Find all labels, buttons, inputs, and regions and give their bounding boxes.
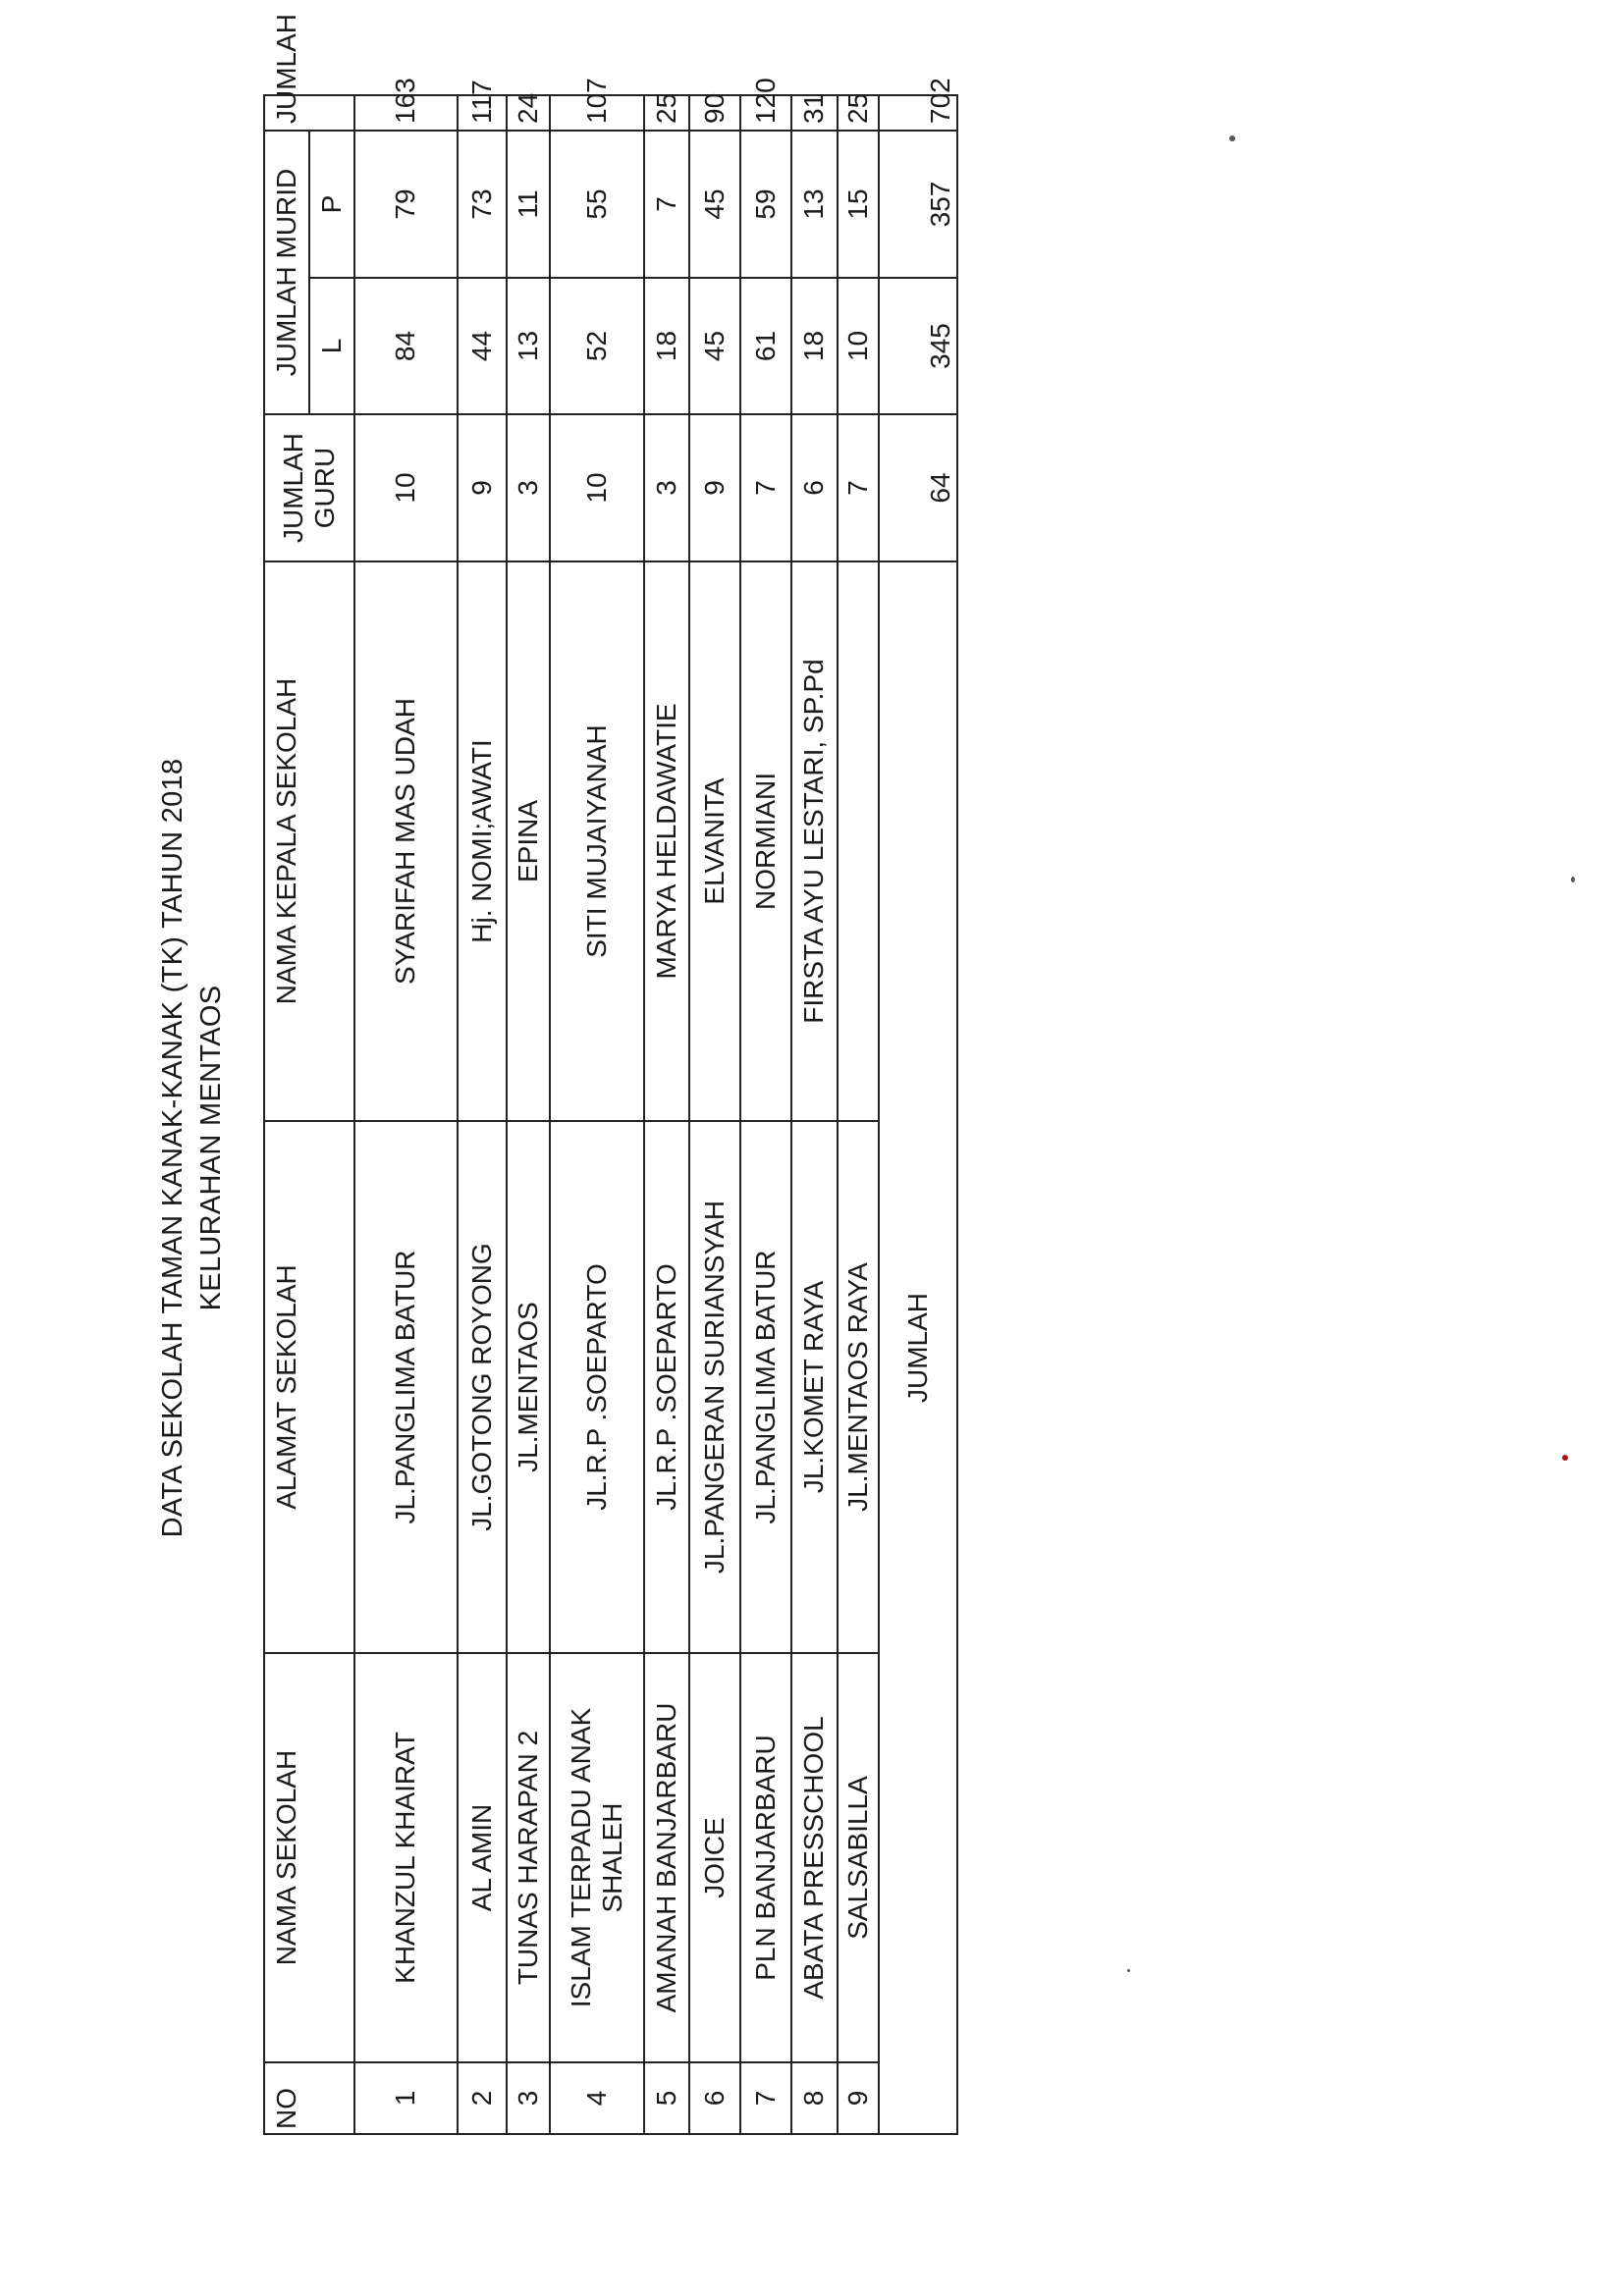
header-jumlah-murid: JUMLAH MURID — [264, 131, 309, 414]
header-nama-sekolah: NAMA SEKOLAH — [264, 1653, 354, 2062]
cell-kepala: NORMIANI — [740, 561, 791, 1121]
cell-kepala: SITI MUJAIYANAH — [550, 561, 644, 1121]
cell-l: 18 — [791, 278, 838, 414]
cell-nama-sekolah: ISLAM TERPADU ANAK SHALEH — [550, 1653, 644, 2062]
header-jumlah-guru: JUMLAH GURU — [264, 414, 354, 561]
cell-jumlah: 90 — [689, 95, 740, 131]
cell-no: 2 — [458, 2062, 507, 2134]
table-row — [838, 95, 879, 2134]
document-title: DATA SEKOLAH TAMAN KANAK-KANAK (TK) TAHUN 2018 — [157, 758, 189, 1538]
cell-guru: 7 — [740, 414, 791, 561]
header-l: L — [309, 278, 354, 414]
scan-speck — [1127, 1969, 1130, 1972]
cell-nama-sekolah: ABATA PRESSCHOOL — [791, 1653, 838, 2062]
cell-jumlah: 24 — [507, 95, 550, 131]
scan-speck — [1562, 1455, 1568, 1461]
cell-nama-sekolah: PLN BANJARBARU — [740, 1653, 791, 2062]
cell-kepala: SYARIFAH MAS UDAH — [354, 561, 458, 1121]
cell-p: 45 — [689, 131, 740, 278]
cell-p: 79 — [354, 131, 458, 278]
cell-jumlah: 107 — [550, 95, 644, 131]
cell-l: 61 — [740, 278, 791, 414]
cell-no: 8 — [791, 2062, 838, 2134]
cell-nama-sekolah: KHANZUL KHAIRAT — [354, 1653, 458, 2062]
cell-p: 55 — [550, 131, 644, 278]
scan-speck — [1571, 877, 1575, 882]
document-subtitle: KELURAHAN MENTAOS — [195, 985, 227, 1311]
cell-alamat: JL.MENTAOS — [507, 1121, 550, 1653]
cell-p: 59 — [740, 131, 791, 278]
header-p: P — [309, 131, 354, 278]
cell-guru: 9 — [689, 414, 740, 561]
cell-alamat: JL.R.P .SOEPARTO — [644, 1121, 689, 1653]
cell-p: 15 — [838, 131, 879, 278]
cell-alamat: JL.PANGLIMA BATUR — [740, 1121, 791, 1653]
cell-kepala: MARYA HELDAWATIE — [644, 561, 689, 1121]
cell-nama-sekolah: JOICE — [689, 1653, 740, 2062]
table-row — [689, 95, 740, 2134]
cell-l: 84 — [354, 278, 458, 414]
cell-guru: 3 — [507, 414, 550, 561]
total-guru: 64 — [879, 414, 957, 561]
cell-l: 44 — [458, 278, 507, 414]
cell-guru: 7 — [838, 414, 879, 561]
cell-nama-sekolah: AMANAH BANJARBARU — [644, 1653, 689, 2062]
cell-p: 11 — [507, 131, 550, 278]
cell-no: 4 — [550, 2062, 644, 2134]
cell-kepala: Hj. NOMI;AWATI — [458, 561, 507, 1121]
table-row — [740, 95, 791, 2134]
total-l: 345 — [879, 278, 957, 414]
header-no: NO — [264, 2062, 354, 2134]
cell-no: 9 — [838, 2062, 879, 2134]
cell-guru: 6 — [791, 414, 838, 561]
table-row — [644, 95, 689, 2134]
cell-nama-sekolah: SALSABILLA — [838, 1653, 879, 2062]
cell-l: 18 — [644, 278, 689, 414]
cell-alamat: JL.KOMET RAYA — [791, 1121, 838, 1653]
cell-alamat: JL.GOTONG ROYONG — [458, 1121, 507, 1653]
cell-l: 13 — [507, 278, 550, 414]
cell-alamat: JL.PANGLIMA BATUR — [354, 1121, 458, 1653]
cell-alamat: JL.PANGERAN SURIANSYAH — [689, 1121, 740, 1653]
cell-jumlah: 25 — [838, 95, 879, 131]
cell-jumlah: 163 — [354, 95, 458, 131]
cell-no: 3 — [507, 2062, 550, 2134]
cell-kepala: EPINA — [507, 561, 550, 1121]
header-jumlah: JUMLAH — [264, 95, 354, 131]
scan-speck — [1229, 135, 1235, 141]
cell-guru: 3 — [644, 414, 689, 561]
cell-guru: 10 — [354, 414, 458, 561]
cell-p: 13 — [791, 131, 838, 278]
cell-nama-sekolah: TUNAS HARAPAN 2 — [507, 1653, 550, 2062]
cell-guru: 10 — [550, 414, 644, 561]
total-p: 357 — [879, 131, 957, 278]
cell-guru: 9 — [458, 414, 507, 561]
cell-kepala — [838, 561, 879, 1121]
total-label: JUMLAH — [879, 561, 957, 2134]
table-row — [458, 95, 507, 2134]
cell-no: 7 — [740, 2062, 791, 2134]
cell-l: 45 — [689, 278, 740, 414]
cell-kepala: FIRSTA AYU LESTARI, SP.Pd — [791, 561, 838, 1121]
total-jumlah: 702 — [879, 95, 957, 131]
table-row — [354, 95, 458, 2134]
header-alamat-sekolah: ALAMAT SEKOLAH — [264, 1121, 354, 1653]
cell-jumlah: 31 — [791, 95, 838, 131]
cell-p: 7 — [644, 131, 689, 278]
table-row — [791, 95, 838, 2134]
cell-kepala: ELVANITA — [689, 561, 740, 1121]
cell-jumlah: 25 — [644, 95, 689, 131]
header-kepala-sekolah: NAMA KEPALA SEKOLAH — [264, 561, 354, 1121]
cell-l: 10 — [838, 278, 879, 414]
cell-l: 52 — [550, 278, 644, 414]
cell-alamat: JL.R.P .SOEPARTO — [550, 1121, 644, 1653]
cell-no: 1 — [354, 2062, 458, 2134]
total-row — [879, 95, 957, 2134]
cell-p: 73 — [458, 131, 507, 278]
cell-alamat: JL.MENTAOS RAYA — [838, 1121, 879, 1653]
table-row — [550, 95, 644, 2134]
cell-jumlah: 117 — [458, 95, 507, 131]
school-data-table — [263, 13, 958, 2135]
cell-jumlah: 120 — [740, 95, 791, 131]
cell-no: 5 — [644, 2062, 689, 2134]
cell-no: 6 — [689, 2062, 740, 2134]
cell-nama-sekolah: AL AMIN — [458, 1653, 507, 2062]
table-row — [507, 95, 550, 2134]
